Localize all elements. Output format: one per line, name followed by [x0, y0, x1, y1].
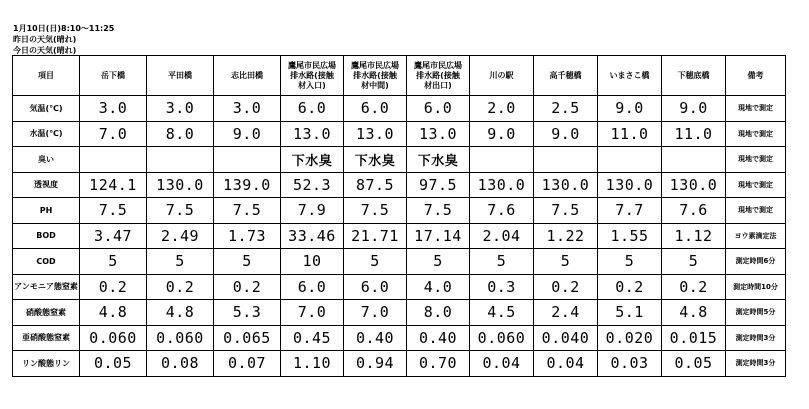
value-cell: [80, 147, 147, 173]
value-cell: 9.0: [534, 121, 598, 147]
row-label: COD: [13, 249, 80, 275]
value-cell: 33.46: [281, 223, 344, 249]
location-header-line: 材入口): [298, 80, 326, 90]
location-header-line: 材中間): [361, 80, 389, 90]
row-note: 測定時間3分: [726, 351, 786, 377]
value-cell: 6.0: [281, 274, 344, 300]
location-header: [147, 56, 214, 96]
table-row: [13, 198, 786, 224]
value-cell: 4.8: [147, 300, 214, 326]
item-header: 項目: [13, 56, 80, 96]
location-header: [214, 56, 281, 96]
value-cell: 7.5: [214, 198, 281, 224]
value-cell: 0.2: [662, 274, 726, 300]
value-cell: 130.0: [662, 172, 726, 198]
value-cell: 0.04: [470, 351, 534, 377]
value-cell: [214, 147, 281, 173]
row-note: 現地で測定: [726, 198, 786, 224]
row-note: 現地で測定: [726, 147, 786, 173]
row-label: PH: [13, 198, 80, 224]
location-header: [80, 56, 147, 96]
value-cell: 5: [214, 249, 281, 275]
value-cell: 5: [147, 249, 214, 275]
yesterday-weather: 昨日の天気(晴れ): [13, 35, 77, 44]
value-cell: 2.4: [534, 300, 598, 326]
value-cell: 13.0: [344, 121, 407, 147]
value-cell: 0.04: [534, 351, 598, 377]
value-cell: 0.07: [214, 351, 281, 377]
location-header-line: いまさこ橋: [609, 70, 650, 80]
location-header-line: 志比田橋: [231, 70, 263, 80]
location-header-line: 川の駅: [489, 70, 514, 80]
location-header-line: 材出口): [424, 80, 452, 90]
row-label: 硝酸態窒素: [13, 300, 80, 326]
value-cell: 0.060: [470, 325, 534, 351]
value-cell: 7.5: [147, 198, 214, 224]
value-cell: 5: [407, 249, 470, 275]
value-cell: 9.0: [470, 121, 534, 147]
value-cell: 0.060: [80, 325, 147, 351]
value-cell: 1.73: [214, 223, 281, 249]
value-cell: 0.2: [598, 274, 662, 300]
value-cell: 0.015: [662, 325, 726, 351]
table-row: [13, 274, 786, 300]
value-cell: 0.2: [214, 274, 281, 300]
value-cell: 13.0: [407, 121, 470, 147]
value-cell: 下水臭: [407, 147, 470, 173]
value-cell: 1.10: [281, 351, 344, 377]
value-cell: [534, 147, 598, 173]
value-cell: 3.47: [80, 223, 147, 249]
value-cell: 5: [598, 249, 662, 275]
value-cell: 4.8: [80, 300, 147, 326]
value-cell: 10: [281, 249, 344, 275]
value-cell: 0.040: [534, 325, 598, 351]
value-cell: 2.49: [147, 223, 214, 249]
value-cell: 11.0: [598, 121, 662, 147]
value-cell: 139.0: [214, 172, 281, 198]
table-row: [13, 300, 786, 326]
table-body: [13, 96, 786, 377]
table-row: [13, 249, 786, 275]
value-cell: 7.0: [80, 121, 147, 147]
value-cell: 0.3: [470, 274, 534, 300]
value-cell: 7.5: [534, 198, 598, 224]
value-cell: 97.5: [407, 172, 470, 198]
location-header: [534, 56, 598, 96]
value-cell: 2.04: [470, 223, 534, 249]
value-cell: 1.55: [598, 223, 662, 249]
row-label: 透視度: [13, 172, 80, 198]
value-cell: 0.94: [344, 351, 407, 377]
location-header-line: 鷹尾市民広場: [351, 60, 399, 70]
table-row: [13, 223, 786, 249]
value-cell: 5: [470, 249, 534, 275]
value-cell: 4.5: [470, 300, 534, 326]
table-row: [13, 96, 786, 122]
value-cell: 17.14: [407, 223, 470, 249]
value-cell: 0.060: [147, 325, 214, 351]
location-header-line: 排水路(接触: [416, 70, 460, 80]
location-header-line: 高千穂橋: [549, 70, 582, 80]
value-cell: 3.0: [80, 96, 147, 122]
table-row: [13, 121, 786, 147]
row-note: 測定時間10分: [726, 274, 786, 300]
value-cell: 130.0: [598, 172, 662, 198]
value-cell: 5: [662, 249, 726, 275]
row-label: 臭い: [13, 147, 80, 173]
value-cell: 13.0: [281, 121, 344, 147]
location-header-line: 岳下橋: [101, 70, 125, 80]
value-cell: 下水臭: [281, 147, 344, 173]
value-cell: 130.0: [534, 172, 598, 198]
value-cell: 0.05: [662, 351, 726, 377]
value-cell: 7.9: [281, 198, 344, 224]
row-note: 測定時間6分: [726, 249, 786, 275]
location-header-line: 鷹尾市民広場: [414, 60, 462, 70]
value-cell: 8.0: [407, 300, 470, 326]
value-cell: 2.0: [470, 96, 534, 122]
value-cell: 1.12: [662, 223, 726, 249]
location-header: [344, 56, 407, 96]
row-label: アンモニア態窒素: [13, 274, 80, 300]
value-cell: 0.40: [407, 325, 470, 351]
value-cell: [147, 147, 214, 173]
location-header-line: 排水路(接触: [290, 70, 334, 80]
value-cell: 4.8: [662, 300, 726, 326]
value-cell: 5.3: [214, 300, 281, 326]
value-cell: 9.0: [662, 96, 726, 122]
value-cell: 4.0: [407, 274, 470, 300]
value-cell: 7.0: [281, 300, 344, 326]
note-header: 備考: [726, 56, 786, 96]
location-header-line: 鷹尾市民広場: [288, 60, 336, 70]
value-cell: 6.0: [344, 274, 407, 300]
value-cell: 7.0: [344, 300, 407, 326]
value-cell: [470, 147, 534, 173]
location-header-line: 下穂底橋: [677, 70, 710, 80]
header-row: [13, 56, 786, 96]
row-note: 現地で測定: [726, 121, 786, 147]
water-quality-table: [12, 55, 786, 377]
value-cell: 7.5: [80, 198, 147, 224]
value-cell: 7.6: [470, 198, 534, 224]
location-header: [662, 56, 726, 96]
value-cell: [598, 147, 662, 173]
value-cell: 87.5: [344, 172, 407, 198]
value-cell: 0.70: [407, 351, 470, 377]
location-header: [407, 56, 470, 96]
row-note: 現地で測定: [726, 172, 786, 198]
value-cell: 7.7: [598, 198, 662, 224]
value-cell: 130.0: [470, 172, 534, 198]
value-cell: 0.40: [344, 325, 407, 351]
value-cell: 6.0: [281, 96, 344, 122]
value-cell: 5: [344, 249, 407, 275]
value-cell: 0.03: [598, 351, 662, 377]
value-cell: 11.0: [662, 121, 726, 147]
value-cell: 3.0: [214, 96, 281, 122]
value-cell: 21.71: [344, 223, 407, 249]
row-note: 現地で測定: [726, 96, 786, 122]
value-cell: 6.0: [344, 96, 407, 122]
row-label: 気温(℃): [13, 96, 80, 122]
value-cell: 7.5: [407, 198, 470, 224]
value-cell: 124.1: [80, 172, 147, 198]
value-cell: 5: [534, 249, 598, 275]
location-header-line: 平田橋: [168, 70, 192, 80]
value-cell: 7.6: [662, 198, 726, 224]
value-cell: [662, 147, 726, 173]
value-cell: 130.0: [147, 172, 214, 198]
row-note: ヨウ素滴定法: [726, 223, 786, 249]
value-cell: 7.5: [344, 198, 407, 224]
value-cell: 5: [80, 249, 147, 275]
value-cell: 0.05: [80, 351, 147, 377]
table-row: [13, 147, 786, 173]
row-label: BOD: [13, 223, 80, 249]
value-cell: 下水臭: [344, 147, 407, 173]
location-header: [470, 56, 534, 96]
date-line: 1月10日(日)8:10〜11:25: [13, 24, 115, 33]
row-note: 測定時間3分: [726, 325, 786, 351]
value-cell: 0.08: [147, 351, 214, 377]
today-weather: 今日の天気(晴れ): [13, 46, 77, 55]
row-label: 水温(℃): [13, 121, 80, 147]
value-cell: 52.3: [281, 172, 344, 198]
value-cell: 8.0: [147, 121, 214, 147]
value-cell: 0.45: [281, 325, 344, 351]
table-row: [13, 172, 786, 198]
value-cell: 5.1: [598, 300, 662, 326]
value-cell: 0.065: [214, 325, 281, 351]
location-header-line: 排水路(接触: [353, 70, 397, 80]
location-header: [598, 56, 662, 96]
value-cell: 3.0: [147, 96, 214, 122]
value-cell: 9.0: [214, 121, 281, 147]
row-note: 測定時間5分: [726, 300, 786, 326]
value-cell: 9.0: [598, 96, 662, 122]
row-label: 亜硝酸態窒素: [13, 325, 80, 351]
report-header: [13, 23, 114, 56]
table-row: [13, 325, 786, 351]
value-cell: 0.2: [80, 274, 147, 300]
location-header: [281, 56, 344, 96]
row-label: リン酸態リン: [13, 351, 80, 377]
value-cell: 0.020: [598, 325, 662, 351]
value-cell: 0.2: [147, 274, 214, 300]
value-cell: 0.2: [534, 274, 598, 300]
value-cell: 1.22: [534, 223, 598, 249]
value-cell: 2.5: [534, 96, 598, 122]
value-cell: 6.0: [407, 96, 470, 122]
table-row: [13, 351, 786, 377]
